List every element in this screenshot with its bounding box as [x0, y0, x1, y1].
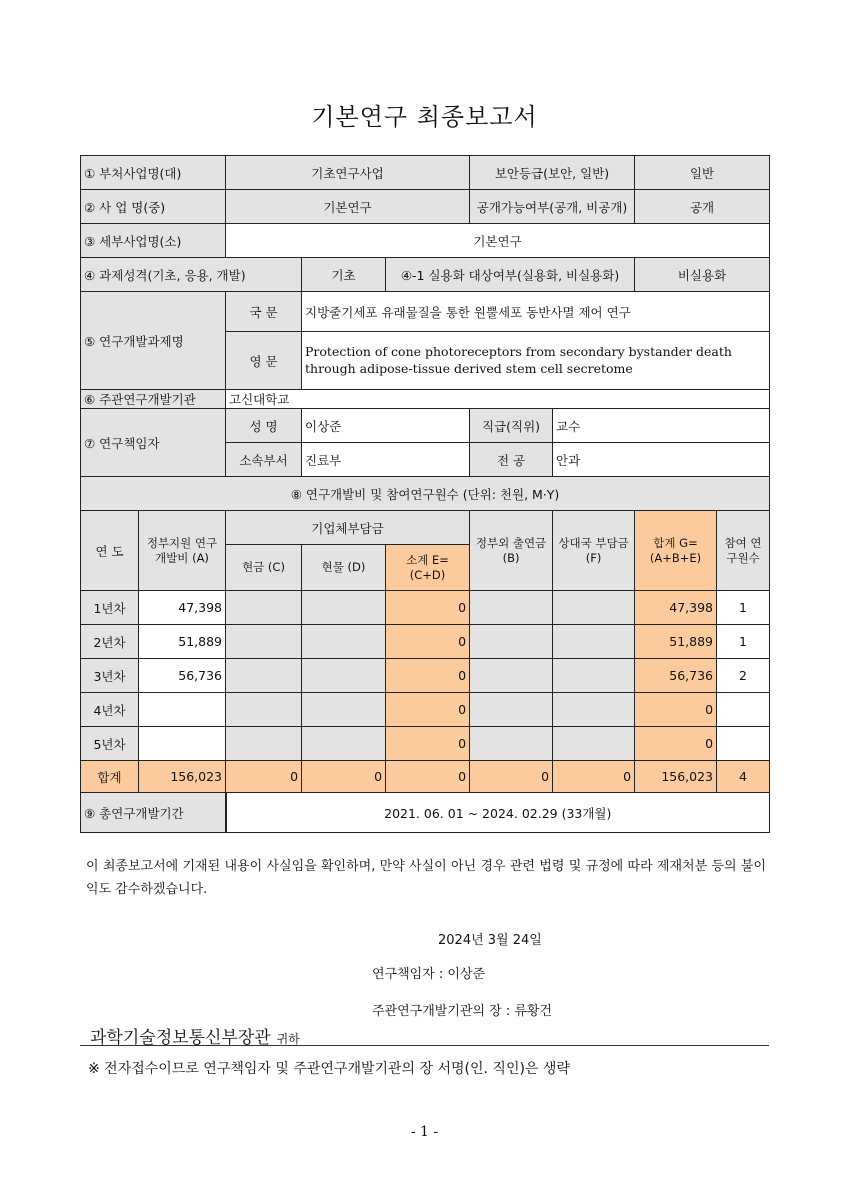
header-subtotal: 소계 E=(C+D)	[386, 545, 470, 591]
cell-cash	[226, 727, 302, 761]
header-inkind: 현물 (D)	[302, 545, 386, 591]
cell-researchers: 2	[717, 659, 770, 693]
table-row	[81, 659, 770, 693]
sum-total: 156,023	[635, 761, 717, 793]
cell-researchers: 1	[717, 591, 770, 625]
report-date: 2024년 3월 24일	[438, 933, 542, 948]
sum-researchers: 4	[717, 761, 770, 793]
pi-rank-label: 직급(직위)	[470, 409, 553, 443]
footnote: ※ 전자접수이므로 연구책임자 및 주관연구개발기관의 장 서명(인. 직인)은 생략	[88, 1061, 570, 1077]
cell-partner	[553, 693, 635, 727]
cell-partner	[553, 591, 635, 625]
cell-cash	[226, 659, 302, 693]
cell-gov	[139, 727, 226, 761]
pi-name: 이상준	[302, 409, 470, 443]
cell-nongov	[470, 625, 553, 659]
cell-inkind	[302, 625, 386, 659]
header-cash: 현금 (C)	[226, 545, 302, 591]
recipient-suffix: 귀하	[276, 1032, 300, 1046]
cell-total: 0	[635, 693, 717, 727]
cell-year: 2년차	[81, 625, 139, 659]
kor-title: 지방줄기세포 유래물질을 통한 원뿔세포 동반사멸 제어 연구	[302, 292, 770, 332]
cell-nongov	[470, 591, 553, 625]
table-row-sum	[81, 761, 770, 793]
cell-partner	[553, 727, 635, 761]
info-row-nature	[81, 258, 770, 292]
pi-label: ⑦ 연구책임자	[81, 409, 226, 477]
task-title-label: ⑤ 연구개발과제명	[81, 292, 226, 390]
sum-gov: 156,023	[139, 761, 226, 793]
security-label: 보안등급(보안, 일반)	[470, 156, 635, 190]
cell-nongov	[470, 659, 553, 693]
page-title: 기본연구 최종보고서	[311, 103, 538, 131]
budget-section-label: ⑧ 연구개발비 및 참여연구원수 (단위: 천원, M·Y)	[81, 477, 770, 511]
table-row	[81, 693, 770, 727]
recipient-name: 과학기술정보통신부장관	[90, 1028, 271, 1048]
table-row	[81, 591, 770, 625]
period-label: ⑨ 총연구개발기간	[81, 793, 226, 833]
info-row-subproject	[81, 224, 770, 258]
disclosure-value: 공개	[635, 190, 770, 224]
cell-gov: 51,889	[139, 625, 226, 659]
cell-partner	[553, 659, 635, 693]
disclosure-label: 공개가능여부(공개, 비공개)	[470, 190, 635, 224]
cell-subtotal: 0	[386, 625, 470, 659]
page-number: - 1 -	[410, 1124, 439, 1140]
table-row	[81, 625, 770, 659]
header-year: 연 도	[81, 511, 139, 591]
subproject-value: 기본연구	[226, 224, 770, 258]
sum-nongov: 0	[470, 761, 553, 793]
info-row-pi-name	[81, 409, 770, 443]
info-row-program	[81, 156, 770, 190]
cell-total: 56,736	[635, 659, 717, 693]
signer-institution-head: 주관연구개발기관의 장 : 류황건	[372, 1004, 553, 1019]
cell-cash	[226, 625, 302, 659]
program-value: 기초연구사업	[226, 156, 470, 190]
cell-researchers: 1	[717, 625, 770, 659]
header-gov: 정부지원 연구개발비 (A)	[139, 511, 226, 591]
info-row-institution	[81, 390, 770, 409]
info-row-project	[81, 190, 770, 224]
divider	[80, 1045, 769, 1046]
sum-cash: 0	[226, 761, 302, 793]
header-total: 합계 G=(A+B+E)	[635, 511, 717, 591]
period-value: 2021. 06. 01 ~ 2024. 02.29 (33개월)	[226, 793, 770, 833]
cell-gov	[139, 693, 226, 727]
cell-year: 3년차	[81, 659, 139, 693]
info-row-title-kor	[81, 292, 770, 332]
pi-major-label: 전 공	[470, 443, 553, 477]
pi-rank: 교수	[553, 409, 770, 443]
cell-subtotal: 0	[386, 693, 470, 727]
cell-inkind	[302, 727, 386, 761]
institution-label: ⑥ 주관연구개발기관	[81, 390, 226, 409]
cell-nongov	[470, 693, 553, 727]
cell-total: 0	[635, 727, 717, 761]
table-row	[81, 727, 770, 761]
report-table	[80, 155, 770, 833]
header-partner: 상대국 부담금 (F)	[553, 511, 635, 591]
budget-header-row-1	[81, 511, 770, 545]
header-nongov: 정부외 출연금 (B)	[470, 511, 553, 591]
cell-partner	[553, 625, 635, 659]
commercialization-label: ④-1 실용화 대상여부(실용화, 비실용화)	[386, 258, 635, 292]
cell-subtotal: 0	[386, 591, 470, 625]
header-researchers: 참여 연구원수	[717, 511, 770, 591]
cell-subtotal: 0	[386, 727, 470, 761]
statement-text: 이 최종보고서에 기재된 내용이 사실임을 확인하며, 만약 사실이 아닌 경우 관련 법령 및 규정에 따라 제재처분 등의 불이익도 감수하겠습니다.	[86, 859, 766, 897]
nature-value: 기초	[302, 258, 386, 292]
header-company: 기업체부담금	[226, 511, 470, 545]
pi-dept: 진료부	[302, 443, 470, 477]
period-row	[81, 793, 770, 833]
project-value: 기본연구	[226, 190, 470, 224]
kor-title-label: 국 문	[226, 292, 302, 332]
signer-researcher: 연구책임자 : 이상준	[372, 967, 486, 982]
cell-inkind	[302, 659, 386, 693]
cell-inkind	[302, 693, 386, 727]
pi-name-label: 성 명	[226, 409, 302, 443]
institution-value: 고신대학교	[226, 390, 770, 409]
cell-subtotal: 0	[386, 659, 470, 693]
budget-section-header	[81, 477, 770, 511]
cell-cash	[226, 693, 302, 727]
cell-year: 1년차	[81, 591, 139, 625]
cell-year: 5년차	[81, 727, 139, 761]
sum-inkind: 0	[302, 761, 386, 793]
eng-title-label: 영 문	[226, 332, 302, 390]
nature-label: ④ 과제성격(기초, 응용, 개발)	[81, 258, 302, 292]
cell-total: 47,398	[635, 591, 717, 625]
eng-title: Protection of cone photoreceptors from secondary bystander death through adipose-tissue derived stem cell secretome	[302, 332, 770, 390]
pi-dept-label: 소속부서	[226, 443, 302, 477]
commercialization-value: 비실용화	[635, 258, 770, 292]
cell-nongov	[470, 727, 553, 761]
subproject-label: ③ 세부사업명(소)	[81, 224, 226, 258]
cell-cash	[226, 591, 302, 625]
cell-gov: 47,398	[139, 591, 226, 625]
cell-total: 51,889	[635, 625, 717, 659]
cell-researchers	[717, 693, 770, 727]
cell-inkind	[302, 591, 386, 625]
sum-partner: 0	[553, 761, 635, 793]
program-label: ① 부처사업명(대)	[81, 156, 226, 190]
project-label: ② 사 업 명(중)	[81, 190, 226, 224]
cell-gov: 56,736	[139, 659, 226, 693]
cell-researchers	[717, 727, 770, 761]
sum-subtotal: 0	[386, 761, 470, 793]
cell-year: 4년차	[81, 693, 139, 727]
security-value: 일반	[635, 156, 770, 190]
pi-major: 안과	[553, 443, 770, 477]
sum-year: 합계	[81, 761, 139, 793]
